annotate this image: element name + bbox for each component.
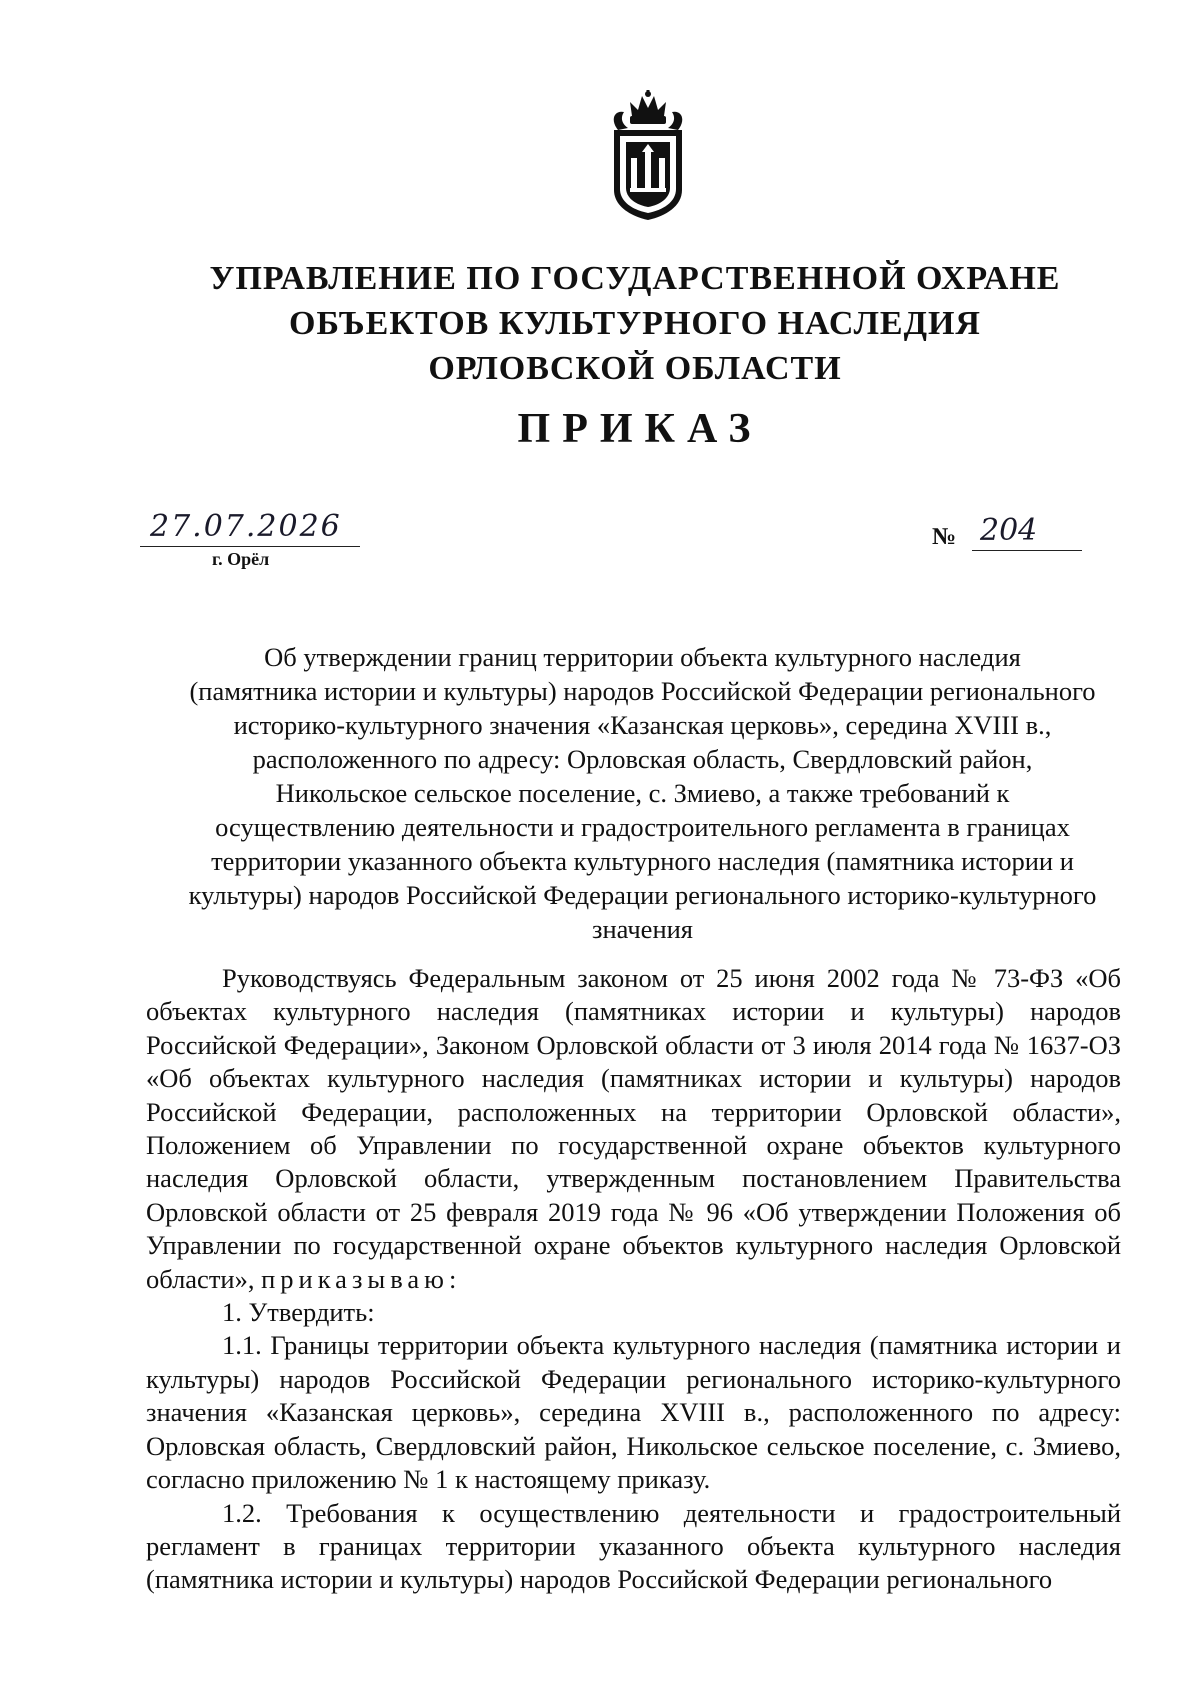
agency-name-line-3: ОРЛОВСКОЙ ОБЛАСТИ — [428, 350, 842, 387]
subject-line: культуры) народов Российской Федерации регионального историко-культурного — [188, 880, 1097, 910]
subject-line: осуществлению деятельности и градостроительного регламента в границах — [215, 812, 1070, 842]
subject-line: Никольское сельское поселение, с. Змиево, а также требований к — [275, 778, 1010, 808]
subject-line: Об утверждении границ территории объекта культурного наследия — [264, 642, 1021, 672]
order-date: 27.07.2026 — [150, 509, 342, 544]
coat-of-arms-icon — [600, 90, 696, 222]
subject-line: (памятника истории и культуры) народов Российской Федерации регионального — [189, 676, 1096, 706]
item-1: 1. Утвердить: — [222, 1297, 375, 1328]
agency-name-line-1: УПРАВЛЕНИЕ ПО ГОСУДАРСТВЕННОЙ ОХРАНЕ — [209, 260, 1061, 297]
subject-line: значения — [592, 914, 693, 944]
preamble-paragraph — [146, 962, 1121, 1296]
subject-line: историко-культурного значения «Казанская церковь», середина XVIII в., — [233, 710, 1052, 740]
date-block — [140, 510, 360, 570]
document-type-title: ПРИКАЗ — [517, 406, 763, 452]
subject-line: территории указанного объекта культурного наследия (памятника истории и — [211, 846, 1074, 876]
agency-name-line-2: ОБЪЕКТОВ КУЛЬТУРНОГО НАСЛЕДИЯ — [289, 305, 981, 342]
date-line — [140, 510, 360, 547]
subject-line: расположенного по адресу: Орловская область, Свердловский район, — [252, 744, 1033, 774]
agency-name — [195, 256, 1075, 391]
item-1-2: 1.2. Требования к осуществлению деятельности и градостроительный регламент в границах территории указанного объекта культурного наследия (памятника истории и культуры) народов Российской Федерации регионального — [146, 1497, 1121, 1595]
number-sign: № — [932, 524, 957, 550]
order-number: 204 — [980, 513, 1038, 548]
order-subject — [150, 640, 1135, 946]
order-number-block — [932, 515, 1082, 555]
item-1-1: 1.1. Границы территории объекта культурного наследия (памятника истории и культуры) народов Российской Федерации регионального историко-культурного значения «Казанская церковь», середина XVIII в., расположенного по адресу: Орловская область, Свердловский район, Никольское сельское поселение, с. Змиево, согласно приложению № 1 к настоящему приказу. — [146, 1330, 1121, 1495]
preamble-text: Руководствуясь Федеральным законом от 25 июня 2002 года № 73-ФЗ «Об объектах культурного наследия (памятниках истории и культуры) народов Российской Федерации», Законом Орловской области от 3 июля 2014 года № 1637-ОЗ «Об объектах культурного наследия (памятниках истории и культуры) народов Российской Федерации, расположенных на территории Орловской области», Положением об Управлении по государственной охране объектов культурного наследия Орловской области, утвержденным постановлением Правительства Орловской области от 25 февраля 2019 года № 96 «Об утверждении Положения об Управлении по государственной охране объектов культурного наследия Орловской области», — [146, 963, 1121, 1294]
number-line — [972, 513, 1082, 551]
city-name: г. Орёл — [212, 549, 270, 569]
order-body — [146, 962, 1121, 1597]
order-word: приказываю: — [261, 1263, 462, 1294]
